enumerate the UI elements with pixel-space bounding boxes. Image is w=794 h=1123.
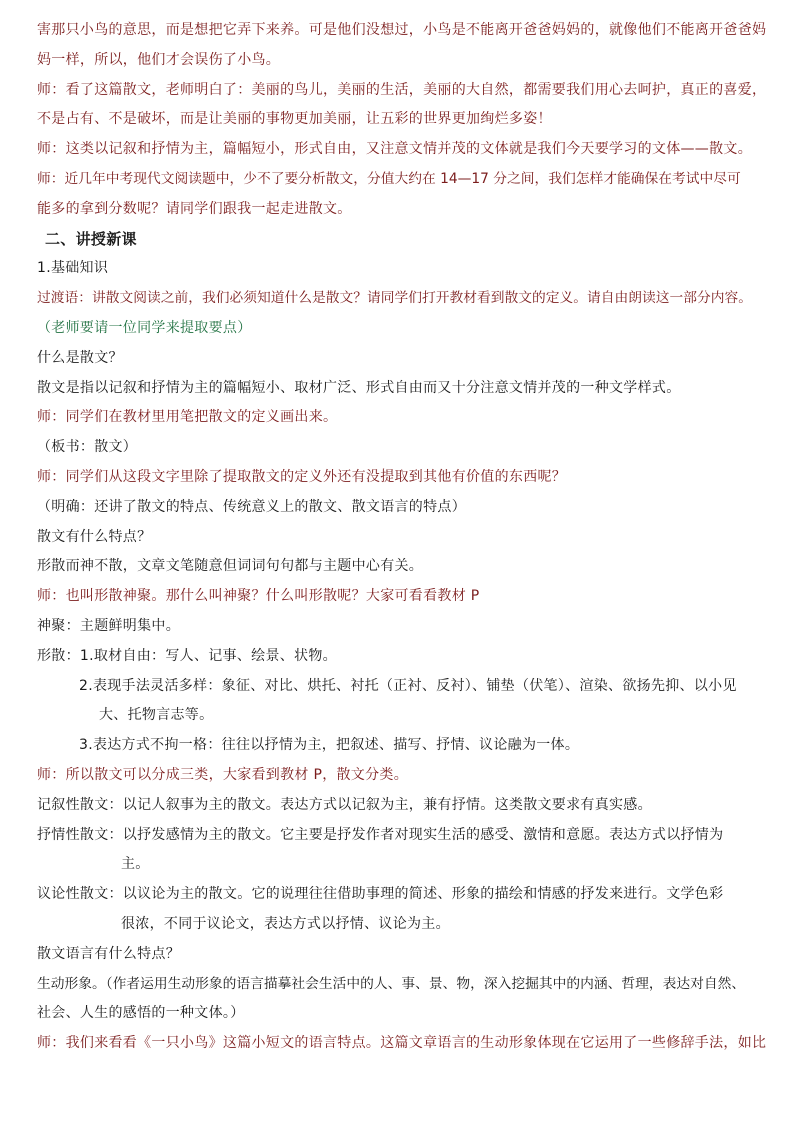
text-line: 害那只小鸟的意思，而是想把它弄下来养。可是他们没想过，小鸟是不能离开爸爸妈妈的，就像他们不能离开爸爸妈 (37, 22, 767, 38)
question-line: 散文语言有什么特点？ (37, 945, 180, 962)
document-page (37, 16, 767, 1059)
text-line: 师：同学们从这段文字里除了提取散文的定义外还有没提取到其他有价值的东西呢？ (37, 468, 567, 485)
text-line: 师：所以散文可以分成三类，大家看到教材 P，散文分类。 (37, 766, 408, 783)
text-line: 能多的拿到分数呢？请同学们跟我一起走进散文。 (37, 200, 352, 217)
text-line: 不是占有、不是破坏，而是让美丽的事物更加美丽，让五彩的世界更加绚烂多姿！ (37, 111, 552, 128)
text-line: 记叙性散文：以记人叙事为主的散文。表达方式以记叙为主，兼有抒情。这类散文要求有真实感。 (37, 796, 652, 813)
text-line: 社会、人生的感悟的一种文体。） (37, 1005, 245, 1022)
list-item-continuation: 大、托物言志等。 (99, 707, 214, 724)
text-line-continuation: 很浓，不同于议论文，表达方式以抒情、议论为主。 (121, 915, 450, 932)
text-line: 形散而神不散，文章文笔随意但词词句句都与主题中心有关。 (37, 558, 424, 575)
text-line: 议论性散文：以议论为主的散文。它的说理往往借助事理的简述、形象的描绘和情感的抒发来进行。文学色彩 (37, 886, 724, 903)
text-line: 师：我们来看看《一只小鸟》这篇小短文的语言特点。这篇文章语言的生动形象体现在它运用了一些修辞手法，如比 (37, 1035, 767, 1052)
text-line: 妈一样，所以，他们才会误伤了小鸟。 (37, 51, 281, 68)
text-line: 师：看了这篇散文，老师明白了：美丽的鸟儿，美丽的生活，美丽的大自然，都需要我们用心去呵护，真正的喜爱， (37, 81, 767, 98)
note-line: （老师要请一位同学来提取要点） (37, 319, 252, 336)
text-line: 师：这类以记叙和抒情为主，篇幅短小，形式自由，又注意文情并茂的文体就是我们今天要学习的文体——散文。 (37, 141, 752, 158)
text-line: 师：同学们在教材里用笔把散文的定义画出来。 (37, 409, 338, 426)
text-line: 过渡语：讲散文阅读之前，我们必须知道什么是散文？请同学们打开教材看到散文的定义。请自由朗读这一部分内容。 (37, 290, 753, 307)
section-heading: 二、讲授新课 (45, 229, 137, 248)
text-line: 生动形象。（作者运用生动形象的语言描摹社会生活中的人、事、景、物，深入挖掘其中的内涵、哲理，表达对自然、 (37, 975, 746, 992)
list-item: 2.表现手法灵活多样：象征、对比、烘托、衬托（正衬、反衬）、铺垫（伏笔）、渲染、欲扬先抑、以小见 (79, 677, 737, 694)
text-line: 师：也叫形散神聚。那什么叫神聚？什么叫形散呢？大家可看看教材 P (37, 588, 480, 605)
note-line: （明确：还讲了散文的特点、传统意义上的散文、散文语言的特点） (37, 498, 466, 515)
question-line: 散文有什么特点？ (37, 528, 152, 545)
text-line: 散文是指以记叙和抒情为主的篇幅短小、取材广泛、形式自由而又十分注意文情并茂的一种文学样式。 (37, 379, 681, 396)
text-line-continuation: 主。 (121, 856, 150, 873)
list-item: 3.表达方式不拘一格：往往以抒情为主，把叙述、描写、抒情、议论融为一体。 (79, 737, 580, 754)
text-line: 神聚：主题鲜明集中。 (37, 617, 180, 634)
note-line: （板书：散文） (37, 439, 138, 456)
question-line: 什么是散文？ (37, 349, 123, 366)
subsection-heading: 1.基础知识 (37, 260, 109, 277)
text-line: 抒情性散文：以抒发感情为主的散文。它主要是抒发作者对现实生活的感受、激情和意愿。表达方式以抒情为 (37, 826, 724, 843)
text-line: 形散：1.取材自由：写人、记事、绘景、状物。 (37, 647, 337, 664)
text-line: 师：近几年中考现代文阅读题中，少不了要分析散文，分值大约在 14—17 分之间，我们怎样才能确保在考试中尽可 (37, 170, 741, 187)
